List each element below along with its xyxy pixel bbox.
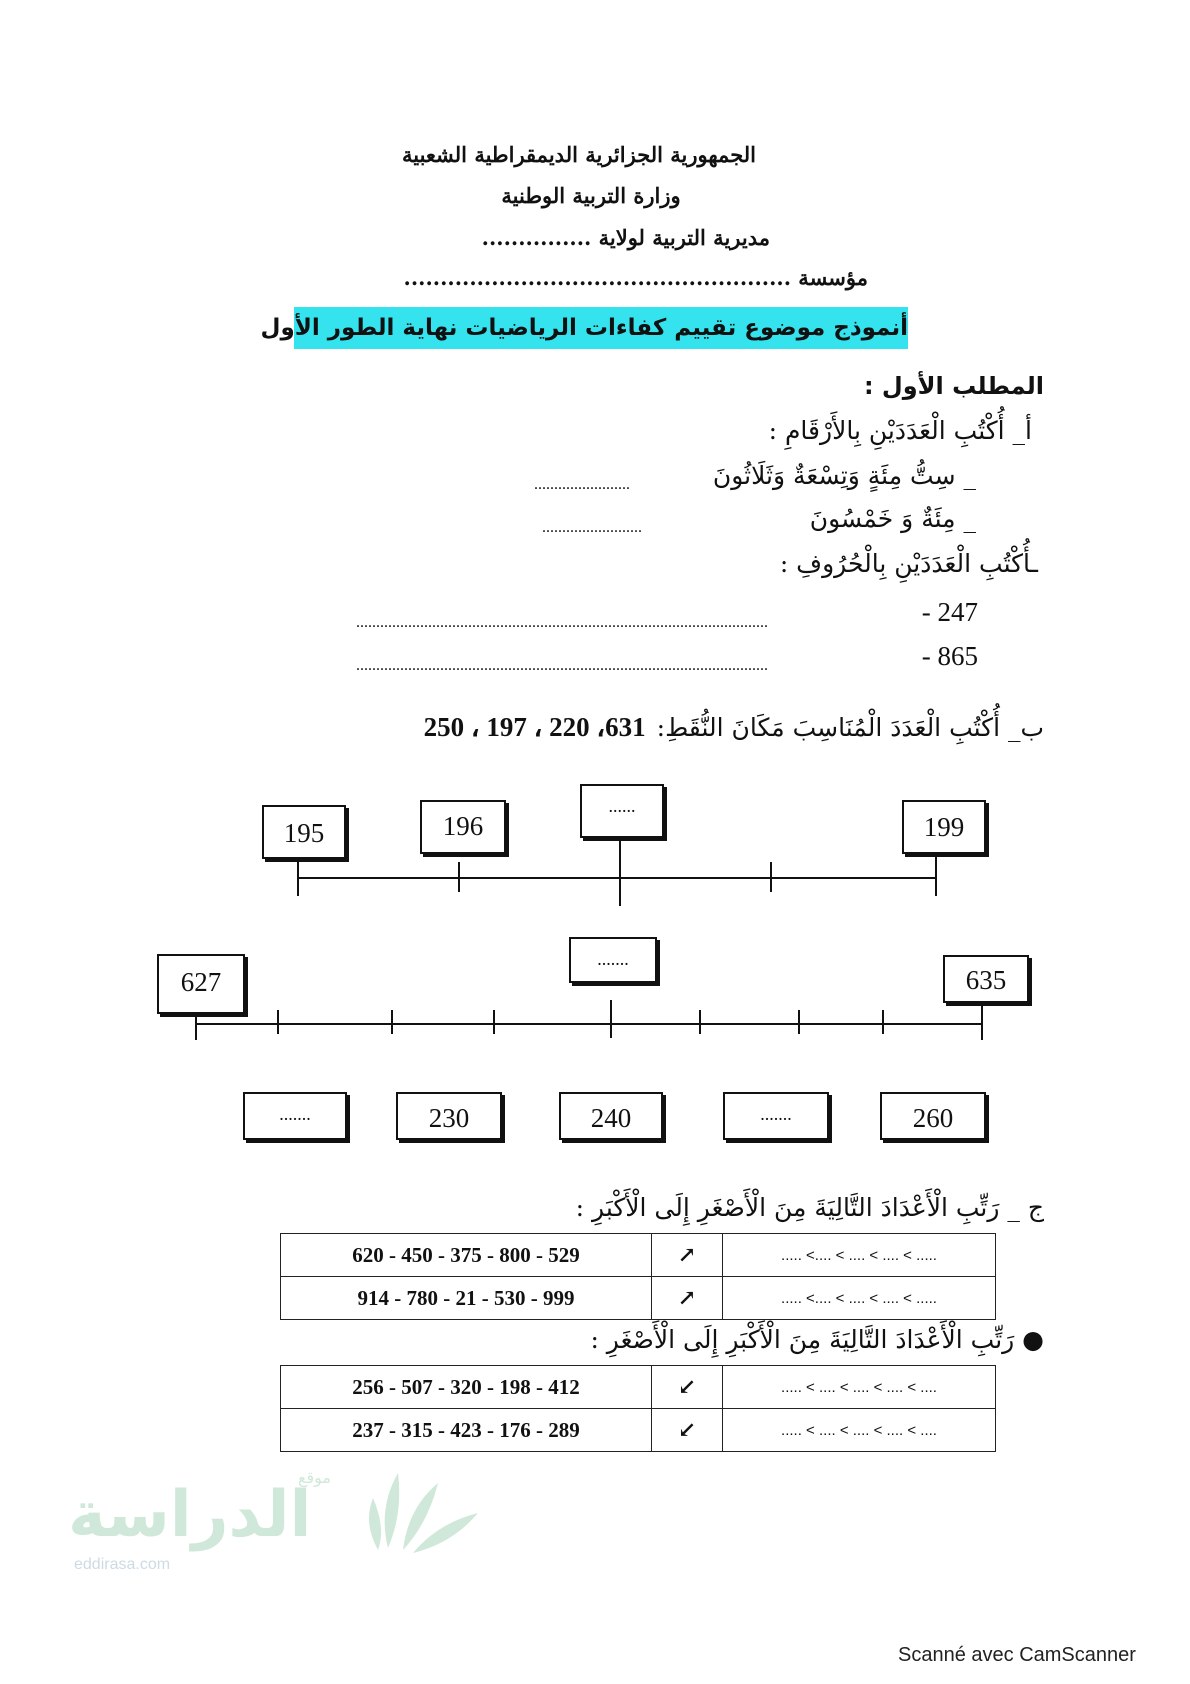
asc-numbers-1: 620 - 450 - 375 - 800 - 529 <box>281 1234 652 1277</box>
header-line2: وزارة التربية الوطنية <box>501 183 681 208</box>
row-box-blank-2[interactable]: ....... <box>723 1092 829 1140</box>
asc-answer-1[interactable]: ..... <.... < .... < .... < ..... <box>723 1234 996 1277</box>
line1-box-blank[interactable]: ...... <box>580 784 664 838</box>
line1-box-196: 196 <box>420 800 506 854</box>
part-a-blank-1[interactable]: ........................ <box>534 476 630 493</box>
desc-numbers-2: 237 - 315 - 423 - 176 - 289 <box>281 1409 652 1452</box>
table-row <box>281 1366 996 1409</box>
part-b-options: 631، 220 ، 197 ، 250 <box>423 712 646 742</box>
part-a-item-1: _ سِتُّ مِئَةٍ وَتِسْعَةٌ وَثَلَاثُونَ <box>712 461 976 490</box>
descending-table <box>280 1365 996 1452</box>
row-box-240: 240 <box>559 1092 663 1140</box>
leaf-icon <box>368 1468 508 1558</box>
table-row <box>281 1277 996 1320</box>
table-row <box>281 1409 996 1452</box>
line1-box-195: 195 <box>262 805 346 859</box>
part-c-instruction-desc: ● رَتِّبِ الْأَعْدَادَ التَّالِيَةَ مِنَ الْأَكْبَرِ إِلَى الْأَصْغَرِ : <box>590 1325 1044 1354</box>
part-c-instruction-asc: ج _ رَتِّبِ الْأَعْدَادَ التَّالِيَةَ مِنَ الْأَصْغَرِ إِلَى الْأَكْبَرِ : <box>575 1193 1044 1222</box>
document-title: أنموذج موضوع تقييم كفاءات الرياضيات نهاية الطور الأول <box>294 307 908 349</box>
scanner-footer: Scanné avec CamScanner <box>898 1644 1136 1666</box>
row-box-blank-1[interactable]: ....... <box>243 1092 347 1140</box>
arrow-down-icon: ↙ <box>652 1366 723 1409</box>
number-line-1 <box>298 840 936 906</box>
arrow-down-icon: ↙ <box>652 1409 723 1452</box>
letters-instruction: ـأُكْتُبِ الْعَدَدَيْنِ بِالْحُرُوفِ : <box>779 549 1038 578</box>
header-line1: الجمهورية الجزائرية الديمقراطية الشعبية <box>401 142 756 167</box>
line1-box-199: 199 <box>902 800 986 854</box>
header-line3: مديرية التربية لولاية ............... <box>481 225 770 250</box>
line2-box-627: 627 <box>157 954 245 1014</box>
asc-numbers-2: 914 - 780 - 21 - 530 - 999 <box>281 1277 652 1320</box>
desc-answer-2[interactable]: ..... < .... < .... < .... < .... <box>723 1409 996 1452</box>
row-box-230: 230 <box>396 1092 502 1140</box>
desc-answer-1[interactable]: ..... < .... < .... < .... < .... <box>723 1366 996 1409</box>
section-heading: المطلب الأول : <box>863 372 1044 400</box>
letters-blank-2[interactable]: ....................................................................................................... <box>356 657 768 674</box>
part-a-item-2: _ مِئَةٌ وَ خَمْسُونَ <box>809 504 976 533</box>
table-row <box>281 1234 996 1277</box>
arrow-up-icon: ↗ <box>652 1234 723 1277</box>
part-b-instruction: ب_ أُكْتُبِ الْعَدَدَ الْمُنَاسِبَ مَكَانَ النُّقَطِ: <box>656 713 1044 742</box>
arrow-up-icon: ↗ <box>652 1277 723 1320</box>
row-box-260: 260 <box>880 1092 986 1140</box>
part-a-blank-2[interactable]: ......................... <box>542 519 642 536</box>
letters-blank-1[interactable]: ....................................................................................................... <box>356 614 768 631</box>
part-a-instruction: أ_ أُكْتُبِ الْعَدَدَيْنِ بِالأَرْقَامِ : <box>768 416 1032 445</box>
watermark-name: الدراسة <box>68 1478 312 1552</box>
asc-answer-2[interactable]: ..... <.... < .... < .... < ..... <box>723 1277 996 1320</box>
number-line-2 <box>196 1000 982 1040</box>
line2-box-blank[interactable]: ....... <box>569 937 657 983</box>
watermark-logo <box>68 1468 428 1578</box>
desc-numbers-1: 256 - 507 - 320 - 198 - 412 <box>281 1366 652 1409</box>
letters-number-1: 247 - <box>921 597 978 627</box>
letters-number-2: 865 - <box>921 641 978 671</box>
header-line4: مؤسسة ..................................................... <box>403 265 868 290</box>
watermark-small: موقع <box>298 1468 331 1487</box>
ascending-table <box>280 1233 996 1320</box>
watermark-url: eddirasa.com <box>74 1556 171 1573</box>
line2-box-635: 635 <box>943 955 1029 1003</box>
